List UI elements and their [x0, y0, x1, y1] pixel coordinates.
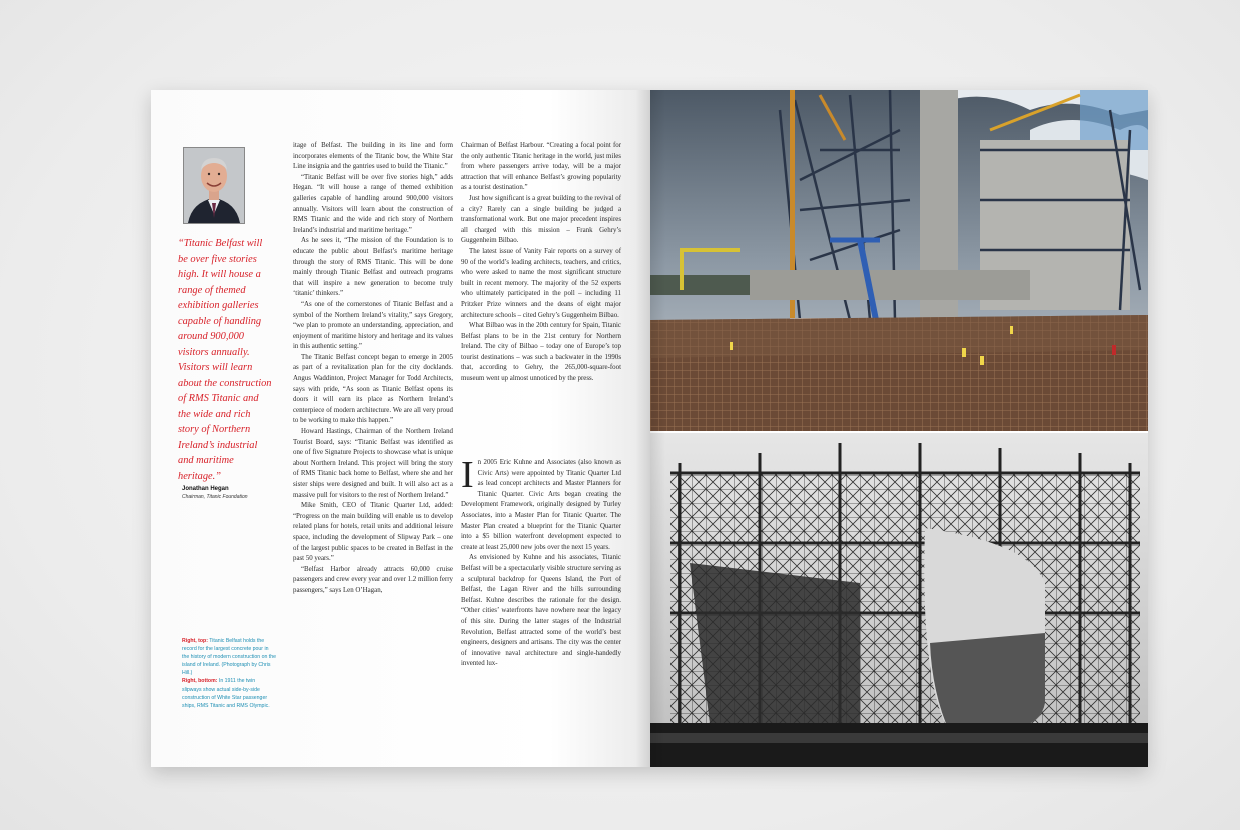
body-column-2-section [461, 454, 621, 670]
right-page [650, 90, 1148, 767]
paragraph: Chairman of Belfast Harbour. “Creating a focal point for the only authentic Titanic heritage in the world, just miles from where passengers arrive today, will be a major attraction that will enhance Belfast’s growing popularity as a tourist destination.” [461, 142, 621, 192]
magazine-spread [151, 90, 1148, 767]
caption-bottom-label: Right, bottom: [182, 678, 218, 685]
paragraph: As he sees it, “The mission of the Foundation is to educate the public about Belfast’s maritime heritage through the story of RMS Titanic. This will be done mainly through Titanic Belfast and outreach programs that will inspire a new generation to become truly ‘titanic’ thinkers.” [293, 237, 453, 298]
titanic-gantry-photo [650, 433, 1148, 767]
paragraph: “Titanic Belfast will be over five stories high,” adds Hegan. “It will house a range of themed exhibition galleries capable of handling around 900,000 visitors annually. Visitors will learn about the construction of RMS Titanic and the wide and rich story of Northern Ireland’s industrial and maritime heritage.” [293, 173, 453, 234]
caption-top-label: Right, top: [182, 638, 208, 644]
construction-site-photo [650, 90, 1148, 431]
caption-top [182, 637, 276, 677]
body-column-1 [293, 141, 453, 751]
quote-attribution-name: Jonathan Hegan [182, 486, 229, 492]
paragraph: Mike Smith, CEO of Titanic Quarter Ltd, added: “Progress on the main building will enable us to develop related plans for hotels, retail units and additional leisure space, including the development of Slipway Park – one of the largest public spaces to be created in Belfast in the past 50 years.” [293, 502, 453, 563]
left-page [151, 90, 650, 767]
paragraph: The latest issue of Vanity Fair reports on a survey of 90 of the world’s leading architects, teachers, and critics, who were asked to name the most significant structure built in recent memory. The majority of the 52 experts who ultimately participated in the poll – including 11 Pritzker Prize winners and the deans of eight major architecture schools – cited Gehry’s Guggenheim Bilbao. [461, 247, 621, 319]
paragraph: “Belfast Harbor already attracts 60,000 cruise passengers and crew every year and over 1.2 million ferry passengers,” says Len O’Hagan, [293, 565, 453, 594]
paragraph: “As one of the cornerstones of Titanic Belfast and a symbol of the Northern Ireland’s vitality,” says Gregory, “we plan to promote an understanding, appreciation, and enjoyment of maritime history and heritage and its values in this authentic setting.” [293, 300, 453, 351]
paragraph: n 2005 Eric Kuhne and Associates (also known as Civic Arts) were appointed by Titanic Quarter Ltd as lead concept architects and Master Planners for Titanic Quarter. Civic Arts began creating the Development Framework, originally designed by Turley Associates, into a Master Plan for Titanic Quarter. The Master Plan created a blueprint for the Titanic Quarter into a $5 billion waterfront development expected to create at least 25,000 new jobs over the next 15 years. [461, 459, 621, 551]
paragraph: As envisioned by Kuhne and his associates, Titanic Belfast will be a spectacularly visible structure serving as a sculptural backdrop for Queens Island, the Port of Belfast, the Lagan River and the hills surrounding Belfast. Kuhne describes the rationale for the design. “Other cities’ waterfronts have nowhere near the legacy of this site. During the latter stages of the Industrial Revolution, Belfast attracted some of the world’s best engineers, designers and artisans. The city was the center of innovative naval architecture and single-handedly invented lux- [461, 554, 621, 668]
photo-captions [182, 637, 276, 710]
drop-cap: I [461, 454, 474, 496]
portrait-photo [183, 147, 245, 224]
caption-bottom-text: In 1911 the twin slipways show actual side-by-side construction of White Star passenger ships, RMS Titanic and RMS Olympic. [182, 678, 270, 709]
paragraph: Just how significant is a great building to the revival of a city? Rarely can a single building be judged a transformational work. But one major precedent inspires all charged with this mission – Frank Gehry’s Guggenheim Bilbao. [461, 194, 621, 245]
quote-attribution-title: Chairman, Titanic Foundation [182, 494, 248, 500]
caption-top-text: Titanic Belfast holds the record for the largest concrete pour in the history of modern construction on the island of Ireland. (Photograph by Chris Hill.) [182, 638, 277, 677]
paragraph: The Titanic Belfast concept began to emerge in 2005 as part of a revitalization plan for the city docklands. Angus Waddinton, Project Manager for Todd Architects, says with pride, “As soon as Titanic Belfast opens its doors it will earn its place as Northern Ireland’s centerpiece of modern architecture. We are all very proud to be working to make this happen.” [293, 353, 453, 425]
paragraph: itage of Belfast. The building in its line and form incorporates elements of the Titanic bow, the White Star Line insignia and the gantries used to build the Titanic.” [293, 142, 453, 171]
paragraph: Howard Hastings, Chairman of the Northern Ireland Tourist Board, says: “Titanic Belfast was identified as one of five Signature Projects to showcase what is unique about Northern Ireland. This project will bring the story of RMS Titanic back home to Belfast, where she and her sister ships were designed and built. It will also act as a massive pull for visitors to the rest of Northern Ireland.” [293, 428, 453, 499]
body-column-2 [461, 141, 621, 385]
paragraph: What Bilbao was in the 20th century for Spain, Titanic Belfast plans to be in the 21st century for Northern Ireland. The city of Bilbao – today one of Europe’s top tourist destinations – was such a backwater in the 1990s that, according to Gehry, the 265,000-square-foot museum went up almost unnoticed by the press. [461, 322, 621, 383]
caption-bottom [182, 677, 276, 709]
pull-quote: “Titanic Belfast will be over five stories high. It will house a range of themed exhibition galleries capable of handling around 900,000 visitors annually. Visitors will learn about the construction of RMS Titanic and the wide and rich story of Northern Ireland’s industrial and maritime heritage.” [178, 238, 272, 482]
